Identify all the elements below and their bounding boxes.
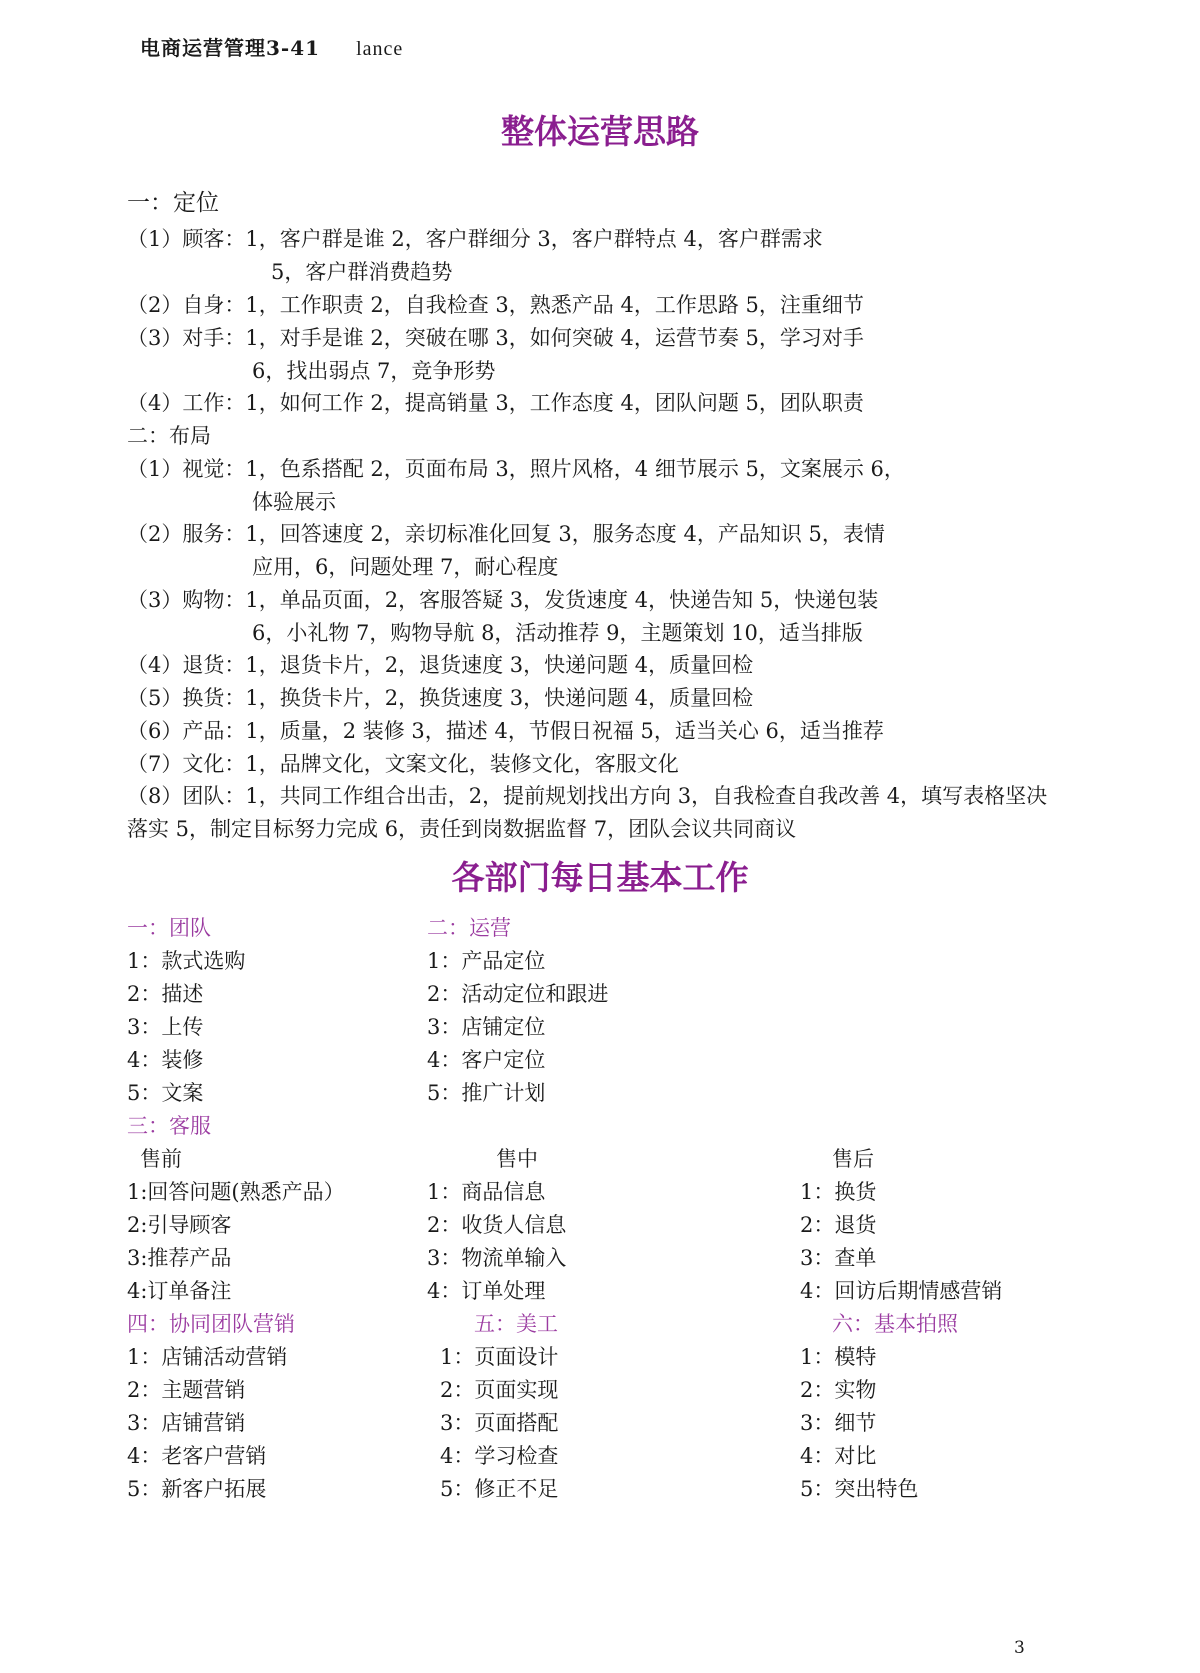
list-item: 4：订单处理	[427, 1279, 546, 1303]
list-item: 5：修正不足	[440, 1477, 559, 1501]
section-title-overall: 整体运营思路	[501, 112, 699, 151]
list-item: 3：页面搭配	[440, 1411, 559, 1435]
cs-pre-heading: 售前	[140, 1147, 182, 1171]
text-line: 6，找出弱点 7，竞争形势	[252, 359, 496, 383]
list-item: 1：款式选购	[127, 949, 246, 973]
list-item: 3：物流单输入	[427, 1246, 567, 1270]
text-line: （1）视觉：1，色系搭配 2，页面布局 3，照片风格，4 细节展示 5，文案展示 6，	[127, 457, 905, 481]
text-line: （1）顾客：1，客户群是谁 2，客户群细分 3，客户群特点 4，客户群需求	[127, 227, 823, 251]
photo-heading: 六：基本拍照	[832, 1312, 958, 1336]
art-heading: 五：美工	[474, 1312, 558, 1336]
text-line: 体验展示	[252, 490, 336, 514]
cs-post-heading: 售后	[832, 1147, 874, 1171]
text-line: （3）购物：1，单品页面，2，客服答疑 3，发货速度 4，快递告知 5，快递包装	[127, 588, 879, 612]
list-item: 2：退货	[800, 1213, 877, 1237]
marketing-heading: 四：协同团队营销	[127, 1312, 295, 1336]
page-header	[140, 32, 403, 61]
text-line: （4）退货：1，退货卡片，2，退货速度 3，快递问题 4，质量回检	[127, 653, 754, 677]
list-item: 2：活动定位和跟进	[427, 982, 609, 1006]
list-item: 4：对比	[800, 1444, 877, 1468]
heading-positioning: 一：定位	[127, 190, 219, 216]
text-line: 落实 5，制定目标努力完成 6，责任到岗数据监督 7，团队会议共同商议	[127, 817, 797, 841]
doc-title: 电商运营管理3-41	[140, 36, 321, 60]
list-item: 5：突出特色	[800, 1477, 919, 1501]
text-line: （6）产品：1，质量，2 装修 3，描述 4，节假日祝福 5，适当关心 6，适当推荐	[127, 719, 884, 743]
list-item: 1：页面设计	[440, 1345, 559, 1369]
list-item: 4:订单备注	[127, 1279, 232, 1303]
list-item: 5：文案	[127, 1081, 204, 1105]
text-line: 应用，6，问题处理 7，耐心程度	[252, 555, 559, 579]
text-line: （3）对手：1，对手是谁 2，突破在哪 3，如何突破 4，运营节奏 5，学习对手	[127, 326, 864, 350]
list-item: 4：客户定位	[427, 1048, 546, 1072]
list-item: 2：主题营销	[127, 1378, 246, 1402]
text-line: （2）自身：1，工作职责 2，自我检查 3，熟悉产品 4，工作思路 5，注重细节	[127, 293, 864, 317]
text-line: （5）换货：1，换货卡片，2，换货速度 3，快递问题 4，质量回检	[127, 686, 754, 710]
cs-mid-heading: 售中	[496, 1147, 538, 1171]
list-item: 5：推广计划	[427, 1081, 546, 1105]
cs-heading: 三：客服	[127, 1114, 211, 1138]
list-item: 3：店铺定位	[427, 1015, 546, 1039]
list-item: 1：店铺活动营销	[127, 1345, 288, 1369]
list-item: 3：查单	[800, 1246, 877, 1270]
ops-heading: 二：运营	[427, 916, 511, 940]
text-line: 6，小礼物 7，购物导航 8，活动推荐 9，主题策划 10，适当排版	[252, 621, 863, 645]
list-item: 5：新客户拓展	[127, 1477, 267, 1501]
page-number: 3	[1014, 1638, 1025, 1658]
text-line: （7）文化：1，品牌文化，文案文化，装修文化，客服文化	[127, 752, 679, 776]
list-item: 3：上传	[127, 1015, 204, 1039]
text-line: 5，客户群消费趋势	[271, 260, 453, 284]
text-line: （2）服务：1，回答速度 2，亲切标准化回复 3，服务态度 4，产品知识 5，表情	[127, 522, 885, 546]
list-item: 2：描述	[127, 982, 204, 1006]
list-item: 4：回访后期情感营销	[800, 1279, 1003, 1303]
list-item: 2：收货人信息	[427, 1213, 567, 1237]
list-item: 3：细节	[800, 1411, 877, 1435]
list-item: 4：装修	[127, 1048, 204, 1072]
list-item: 1：商品信息	[427, 1180, 546, 1204]
list-item: 2：页面实现	[440, 1378, 559, 1402]
list-item: 1：模特	[800, 1345, 877, 1369]
text-line: （8）团队：1，共同工作组合出击，2，提前规划找出方向 3，自我检查自我改善 4，填写表格坚决	[127, 784, 1048, 808]
list-item: 1：换货	[800, 1180, 877, 1204]
text-line: 二：布局	[127, 424, 211, 448]
list-item: 4：学习检查	[440, 1444, 559, 1468]
list-item: 1:回答问题(熟悉产品）	[127, 1180, 345, 1204]
list-item: 2：实物	[800, 1378, 877, 1402]
list-item: 4：老客户营销	[127, 1444, 267, 1468]
section-title-daily: 各部门每日基本工作	[451, 858, 749, 897]
team-heading: 一：团队	[127, 916, 211, 940]
author: lance	[356, 38, 404, 60]
text-line: （4）工作：1，如何工作 2，提高销量 3，工作态度 4，团队问题 5，团队职责	[127, 391, 864, 415]
list-item: 3:推荐产品	[127, 1246, 232, 1270]
list-item: 3：店铺营销	[127, 1411, 246, 1435]
list-item: 2:引导顾客	[127, 1213, 232, 1237]
list-item: 1：产品定位	[427, 949, 546, 973]
